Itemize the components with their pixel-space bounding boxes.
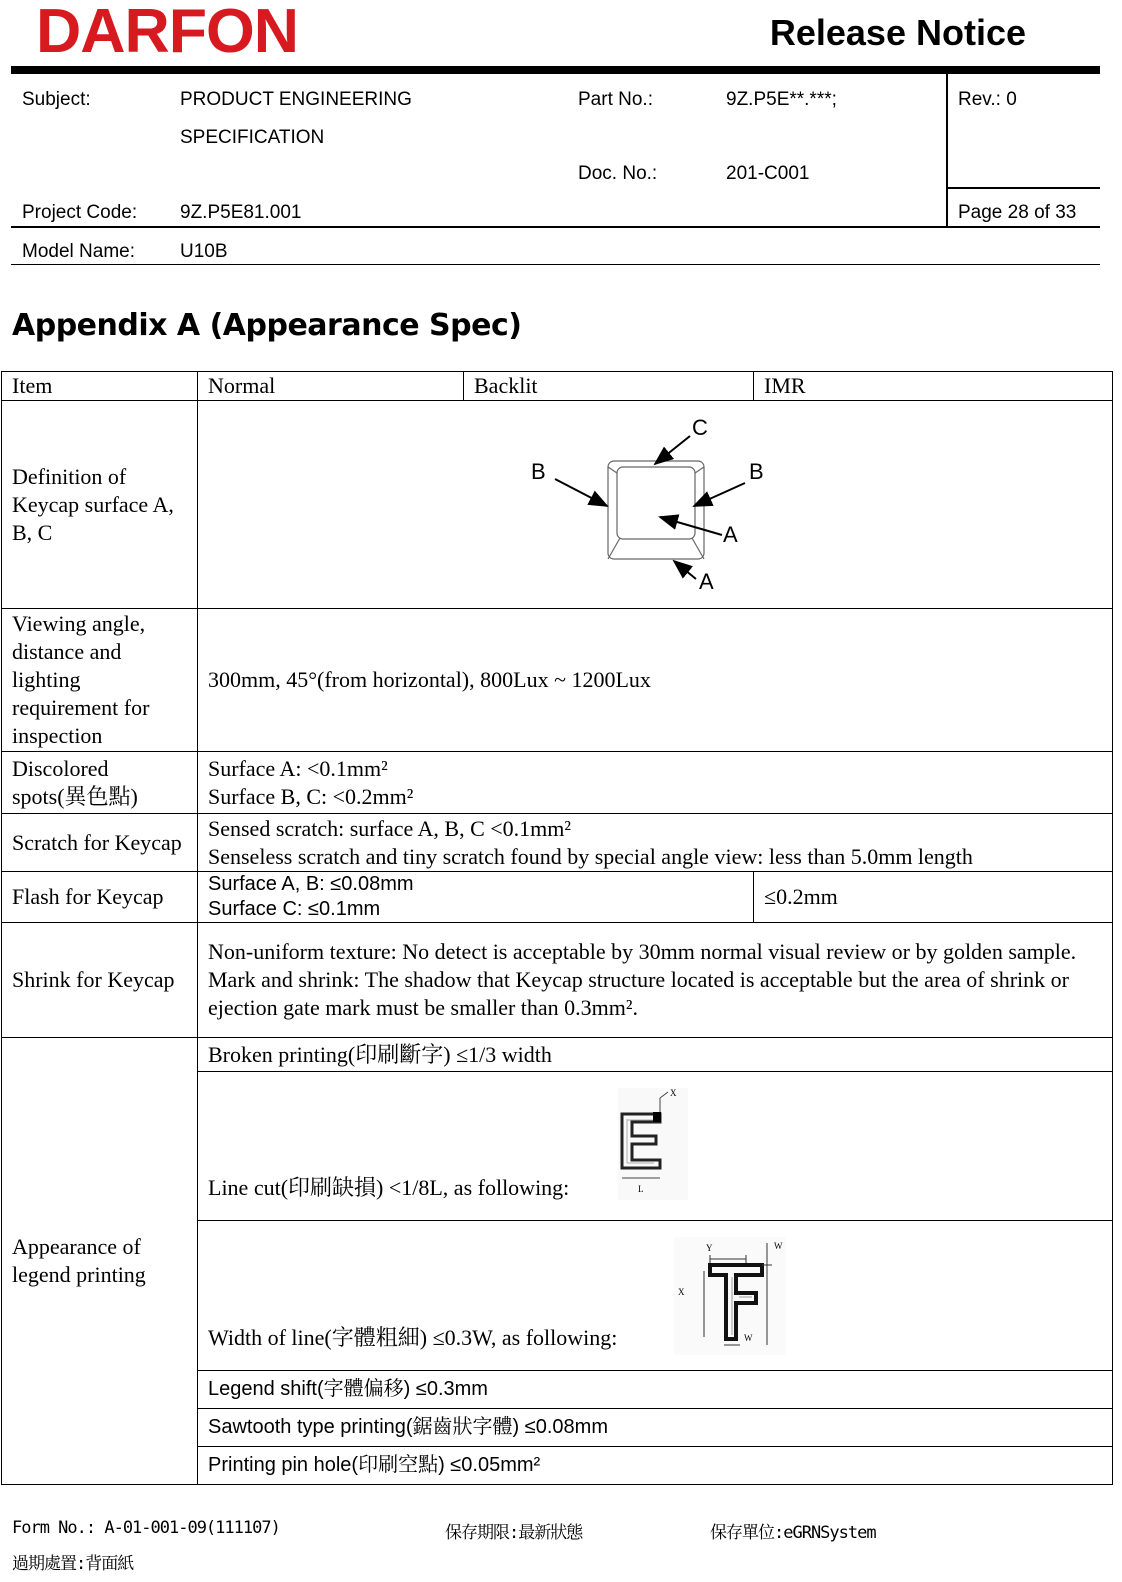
scratch-line-2: Senseless scratch and tiny scratch found by special angle view: less than 5.0mm length: [208, 843, 973, 869]
flash-normal-backlit: [198, 872, 754, 923]
page-title: Appendix A (Appearance Spec): [12, 308, 522, 343]
viewing-value: 300mm, 45°(from horizontal), 800Lux ~ 1200Lux: [198, 609, 1113, 752]
revision: Rev.: 0: [958, 89, 1017, 110]
width-label-w-top: W: [774, 1241, 783, 1251]
page-number: Page 28 of 33: [958, 202, 1077, 223]
column-header-item: Item: [2, 372, 198, 401]
scratch-line-1: Sensed scratch: surface A, B, C <0.1mm²: [208, 815, 571, 841]
shrink-row: [2, 923, 1113, 1038]
column-header-normal: Normal: [198, 372, 464, 401]
keycap-surface-diagram: [518, 411, 778, 601]
legend-width-cell: [198, 1221, 1113, 1371]
legend-width-of-line: Width of line(字體粗細) ≤0.3W, as following:: [208, 1325, 618, 1350]
surface-label-a-outer: A: [699, 569, 714, 594]
document-type: Release Notice: [769, 12, 1026, 53]
doc-no-value: 201-C001: [726, 163, 810, 184]
header-divider-project: [11, 226, 1100, 228]
footer-retention: 保存期限:最新狀態: [445, 1523, 583, 1543]
legend-linecut-cell: [198, 1072, 1113, 1221]
width-label-w-bottom: W: [744, 1333, 753, 1343]
shrink-line-1: Non-uniform texture: No detect is acceptable by 30mm normal visual review or by golden sample.: [208, 939, 1077, 964]
header-divider-rev: [946, 187, 1100, 189]
definition-row: [2, 401, 1113, 609]
logo-text: DARFON: [36, 0, 298, 56]
shrink-value: [198, 923, 1113, 1038]
shrink-line-2: Mark and shrink: The shadow that Keycap structure located is acceptable but the area of shrink or ejection gate mark must be smaller than 0.3mm².: [208, 967, 1069, 1020]
legend-broken-printing: Broken printing(印刷斷字) ≤1/3 width: [198, 1038, 1113, 1072]
viewing-row: [2, 609, 1113, 752]
discolored-row: [2, 752, 1113, 814]
header-divider-vertical: [946, 74, 948, 227]
surface-label-a-inner: A: [723, 522, 738, 547]
darfon-logo: [36, 0, 298, 56]
doc-no-label: Doc. No.:: [578, 163, 658, 184]
model-name-label: Model Name:: [22, 241, 135, 262]
legend-pin-hole: Printing pin hole(印刷空點) ≤0.05mm²: [198, 1447, 1113, 1485]
legend-sawtooth: Sawtooth type printing(鋸齒狀字體) ≤0.08mm: [198, 1409, 1113, 1447]
table-header-row: [2, 372, 1113, 401]
width-label-y: Y: [706, 1243, 713, 1253]
footer-storage-unit: 保存單位:eGRNSystem: [710, 1523, 876, 1543]
definition-item: Definition of Keycap surface A, B, C: [2, 401, 198, 609]
width-label-x: X: [678, 1287, 685, 1297]
legend-item: Appearance of legend printing: [2, 1038, 198, 1485]
keycap-pointer-arrows: [555, 436, 745, 579]
project-code-label: Project Code:: [22, 202, 138, 223]
subject-line-1: PRODUCT ENGINEERING: [180, 89, 412, 110]
width-of-line-figure: [674, 1237, 786, 1355]
shrink-item: Shrink for Keycap: [2, 923, 198, 1038]
discolored-value: [198, 752, 1113, 814]
discolored-item: Discolored spots(異色點): [2, 752, 198, 814]
footer-form-no: Form No.: A-01-001-09(111107): [12, 1518, 280, 1538]
legend-shift: Legend shift(字體偏移) ≤0.3mm: [198, 1371, 1113, 1409]
scratch-item: Scratch for Keycap: [2, 814, 198, 872]
surface-label-c: C: [692, 415, 708, 440]
header-divider-model: [11, 264, 1100, 265]
surface-label-b-right: B: [749, 459, 764, 484]
project-code-value: 9Z.P5E81.001: [180, 202, 302, 223]
keycap-diagram-cell: [198, 401, 1113, 609]
flash-line-2: Surface C: ≤0.1mm: [208, 898, 381, 920]
scratch-row: [2, 814, 1113, 872]
keycap-shape: [608, 461, 704, 559]
header-rule: [11, 66, 1100, 74]
scratch-value: [198, 814, 1113, 872]
discolored-line-1: Surface A: <0.1mm²: [208, 755, 388, 781]
viewing-item: Viewing angle, distance and lighting requirement for inspection: [2, 609, 198, 752]
model-name-value: U10B: [180, 241, 228, 262]
line-cut-label-l: L: [638, 1184, 644, 1194]
subject-line-2: SPECIFICATION: [180, 127, 325, 148]
flash-row: [2, 872, 1113, 923]
column-header-backlit: Backlit: [464, 372, 754, 401]
appearance-spec-table: [1, 371, 1113, 1485]
part-no-label: Part No.:: [578, 89, 653, 110]
subject-label: Subject:: [22, 89, 91, 110]
flash-item: Flash for Keycap: [2, 872, 198, 923]
legend-line-cut: Line cut(印刷缺損) <1/8L, as following:: [208, 1175, 570, 1200]
discolored-line-2: Surface B, C: <0.2mm²: [208, 783, 414, 809]
footer-disposal: 過期處置:背面紙: [12, 1554, 134, 1574]
flash-line-1: Surface A, B: ≤0.08mm: [208, 873, 414, 895]
part-no-value: 9Z.P5E**.***;: [726, 89, 837, 110]
line-cut-label-x: X: [670, 1088, 677, 1098]
flash-imr: ≤0.2mm: [754, 872, 1113, 923]
legend-broken-row: [2, 1038, 1113, 1072]
line-cut-figure: [616, 1088, 690, 1200]
column-header-imr: IMR: [754, 372, 1113, 401]
surface-label-b-left: B: [531, 459, 546, 484]
